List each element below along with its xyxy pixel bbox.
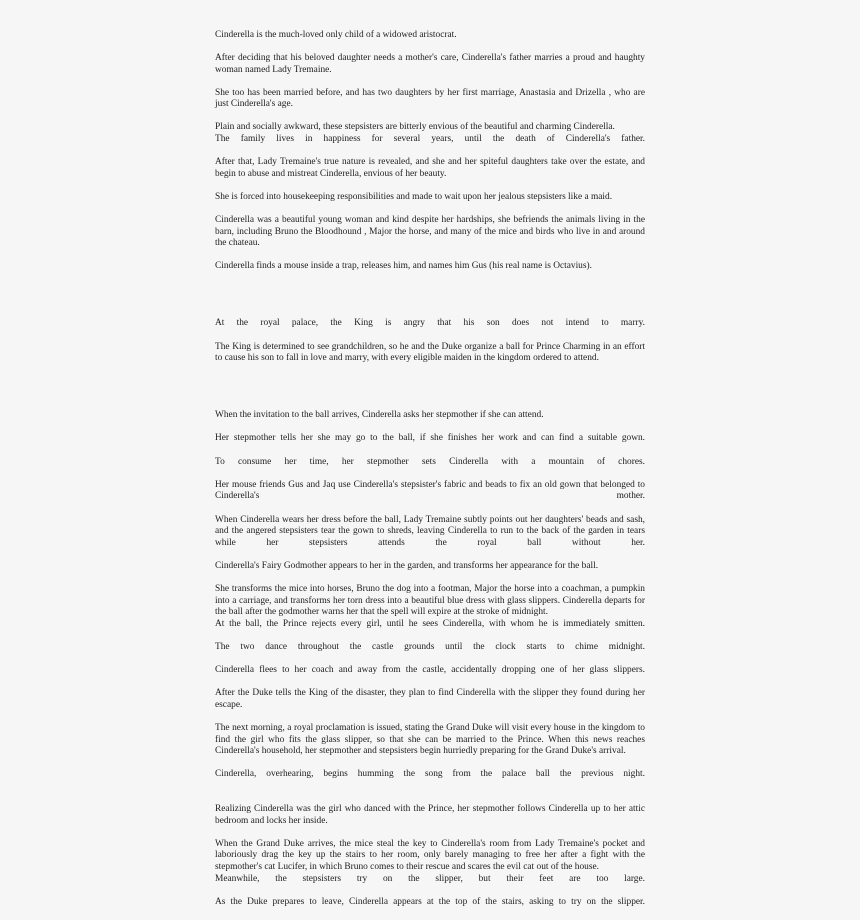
paragraph: After deciding that his beloved daughter needs a mother's care, Cinderella's father marries a proud and haughty woman named Lady Tremaine. [215,53,648,75]
paragraph: After the Duke tells the King of the disaster, they plan to find Cinderella with the slipper they found during her escape. [215,688,648,710]
paragraph: At the ball, the Prince rejects every girl, until he sees Cinderella, with whom he is immediately smitten. [215,618,645,629]
paragraph: As the Duke prepares to leave, Cinderella appears at the top of the stairs, asking to try on the slipper. [215,896,645,907]
section-spacer [215,284,645,318]
paragraph: Meanwhile, the stepsisters try on the slipper, but their feet are too large. [215,873,645,884]
paragraph: After that, Lady Tremaine's true nature is revealed, and she and her spiteful daughters take over the estate, and begin to abuse and mistreat Cinderella, envious of her beauty. [215,157,648,179]
paragraph: Cinderella finds a mouse inside a trap, releases him, and names him Gus (his real name is Octavius). [215,261,592,272]
paragraph: Cinderella is the much-loved only child of a widowed aristocrat. [215,30,457,40]
paragraph: When Cinderella wears her dress before the ball, Lady Tremaine subtly points out her daughters' beads and sash, and the angered stepsisters tear the gown to shreds, leaving Cinderella to run to the back of the garden in tears while her stepsisters attends the royal ball without her. [215,514,648,548]
section-spacer [215,376,645,410]
paragraph: Plain and socially awkward, these stepsisters are bitterly envious of the beautiful and charming Cinderella. [215,122,615,133]
paragraph: When the invitation to the ball arrives, Cinderella asks her stepmother if she can attend. [215,410,544,421]
paragraph: The next morning, a royal proclamation is issued, stating the Grand Duke will visit every house in the kingdom to find the girl who fits the glass slipper, so that she can be married to the Prince. When this news reaches Cinderella's household, her stepmother and stepsisters begin hurriedly preparing for the Grand Duke's arrival. [215,723,648,757]
paragraph: She is forced into housekeeping responsibilities and made to wait upon her jealous stepsisters like a maid. [215,191,613,202]
paragraph: When the Grand Duke arrives, the mice steal the key to Cinderella's room from Lady Tremaine's pocket and laboriously drag the key up the stairs to her room, only barely managing to free her after a fight with the stepmother's cat Lucifer, in which Bruno comes to their rescue and scares the evil cat out of the house. [215,838,648,872]
paragraph: The family lives in happiness for several years, until the death of Cinderella's father. [215,134,645,145]
document-text-body [215,30,648,920]
paragraph: Her mouse friends Gus and Jaq use Cinderella's stepsister's fabric and beads to fix an old gown that belonged to Cinderella's mother. [215,479,648,502]
paragraph: She transforms the mice into horses, Bruno the dog into a footman, Major the horse into a coachman, a pumpkin into a carriage, and transforms her torn dress into a beautiful blue dress with glass slippers. Cinderella departs for the ball after the godmother warns her that the spell will expire at the stroke of midnight. [215,584,648,618]
paragraph: Realizing Cinderella was the girl who danced with the Prince, her stepmother follows Cinderella up to her attic bedroom and locks her inside. [215,804,648,826]
paragraph: The two dance throughout the castle grounds until the clock starts to chime midnight. [215,641,645,652]
paragraph: Cinderella flees to her coach and away from the castle, accidentally dropping one of her glass slippers. [215,665,645,676]
paragraph: Her stepmother tells her she may go to the ball, if she finishes her work and can find a suitable gown. [215,433,645,444]
paragraph: Cinderella, overhearing, begins humming the song from the palace ball the previous night. [215,769,645,780]
paragraph: Cinderella was a beautiful young woman and kind despite her hardships, she befriends the animals living in the barn, including Bruno the Bloodhound , Major the horse, and many of the mice and birds who live in and around the chateau. [215,215,648,249]
paragraph: Cinderella's Fairy Godmother appears to her in the garden, and transforms her appearance for the ball. [215,560,599,571]
paragraph: The King is determined to see grandchildren, so he and the Duke organize a ball for Prince Charming in an effort to cause his son to fall in love and marry, with every eligible maiden in the kingdom ordered to attend. [215,341,648,364]
paragraph: To consume her time, her stepmother sets Cinderella with a mountain of chores. [215,456,645,467]
paragraph: At the royal palace, the King is angry that his son does not intend to marry. [215,318,645,329]
paragraph: She too has been married before, and has two daughters by her first marriage, Anastasia and Drizella , who are just Cinderella's age. [215,87,648,110]
